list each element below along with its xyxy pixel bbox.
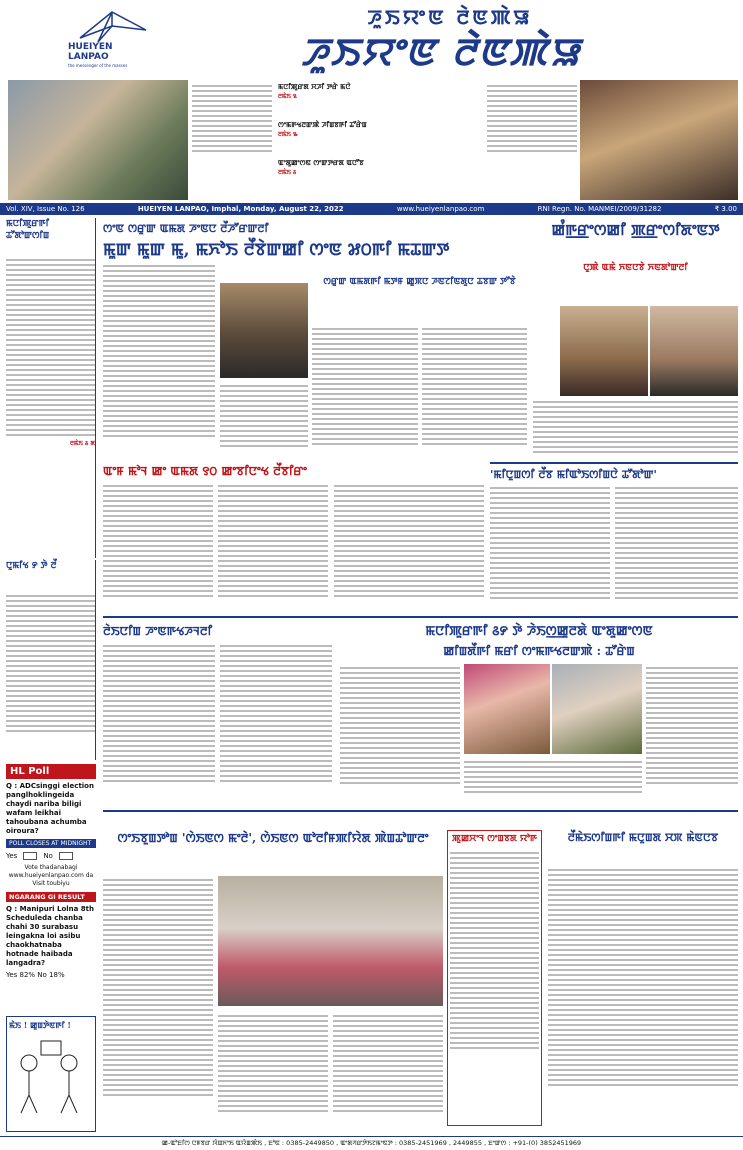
section-divider: [103, 616, 738, 618]
left2-column-2: [220, 642, 332, 802]
right-photo-1: [560, 306, 648, 396]
poll-vote-text: Vote thadanabagi www.hueiyenlanpao.com da Visit toubiyu: [8, 864, 94, 887]
lead-column-2: [220, 382, 308, 456]
lead-column-1: [103, 262, 215, 454]
bottom-center-headline[interactable]: ꯁꯦꯏꯕꯨꯡꯇꯣꯡ 'ꯁꯥꯏꯟꯁ ꯃꯦꯂꯥ', ꯁꯥꯏꯟꯁ ꯑꯣꯂꯤꯝꯄꯤꯌꯥꯗ ꯄꯥꯡꯊꯣꯛꯂꯦ: [117, 831, 429, 845]
lead-subhead: ꯁꯔꯨꯛ ꯑꯃꯗꯒꯤ ꯃꯇꯝ ꯀꯨꯞꯅ ꯍꯟꯖꯤꯟꯗꯨꯅ ꯊꯕꯛ ꯇꯧꯕꯥ: [323, 277, 516, 287]
rni-number: RNI Regn. No. MANMEI/2009/31282: [537, 205, 662, 213]
dateline: HUEIYEN LANPAO, Imphal, Monday, August 22, 2022: [137, 205, 344, 213]
teaser-3[interactable]: ꯑꯦꯗꯨꯀꯦꯁꯟ ꯁꯦꯛꯇꯔꯗ ꯑꯅꯧꯕ ꯂꯃꯥꯏ ꯴: [278, 158, 364, 176]
top-story-left: [192, 82, 272, 198]
poll-no-label: No: [43, 852, 53, 860]
ngarang-result: Yes 82% No 18%: [6, 971, 65, 979]
info-bar: [0, 203, 743, 215]
bottom-column-2: [218, 1012, 328, 1126]
poll-yes-label: Yes: [6, 852, 18, 860]
hl-poll: [6, 764, 96, 1014]
poll-no-checkbox[interactable]: [59, 852, 73, 860]
masthead-main-title: ꯍꯨꯏꯌꯦꯟ ꯂꯥꯟꯄꯥꯎ: [301, 29, 581, 74]
footer-bar: [0, 1136, 743, 1150]
bottom-photo: [218, 876, 443, 1006]
website-link[interactable]: www.hueiyenlanpao.com: [396, 205, 485, 213]
bottom-column-3: [333, 1012, 443, 1126]
feature-photo-2: [552, 664, 642, 754]
teaser-list: [278, 82, 483, 198]
teaser-2[interactable]: ꯁꯦꯃꯒꯠꯂꯛꯄꯥ ꯍꯤꯡꯕꯒꯤ ꯊꯧꯔꯥꯡ ꯂꯃꯥꯏ ꯳: [278, 120, 367, 138]
sidebar-story-2: [6, 560, 96, 760]
masthead-top-title: ꯍꯨꯏꯌꯦꯟ ꯂꯥꯟꯄꯥꯎ: [367, 5, 533, 29]
mid-headline[interactable]: ꯑꯦꯝ ꯃꯣꯜ ꯀꯦ ꯑꯃꯗ ꯱꯰ ꯀꯦꯕꯤꯅꯦꯠ ꯂꯩꯕꯤꯔꯦ: [103, 464, 307, 478]
feature-caption: [464, 758, 642, 804]
lead-column-3: [312, 325, 418, 457]
paper-crane-icon: [78, 8, 148, 44]
top-photo-left: [8, 80, 188, 200]
poll-yes-checkbox[interactable]: [23, 852, 37, 860]
right-photo-2: [650, 306, 738, 396]
top-photo-right: [580, 80, 738, 200]
poll-title: HL Poll: [6, 764, 96, 779]
mid-column-3: [334, 482, 484, 612]
sidebar-story-1-title: ꯃꯅꯤꯄꯨꯔꯒꯤ ꯊꯧꯗꯣꯛꯁꯤꯡ: [6, 219, 50, 241]
bottom-column-1: [103, 876, 213, 1126]
left2-headline[interactable]: ꯂꯥꯏꯅꯤꯡ ꯍꯦꯟꯒꯠꯍꯜꯂꯤ: [103, 624, 212, 638]
masthead: [0, 0, 743, 78]
teaser-1[interactable]: ꯃꯅꯤꯄꯨꯔꯗ ꯆꯍꯤ ꯇꯔꯥ ꯃꯅꯥ ꯂꯃꯥꯏ ꯲: [278, 82, 351, 100]
mid-column-2: [218, 482, 328, 612]
bottom-right-headline[interactable]: ꯂꯩꯃꯥꯏꯁꯤꯡꯒꯤ ꯃꯅꯨꯡꯗ ꯆꯞ ꯃꯥꯟꯅꯕ: [567, 831, 719, 844]
continued-link[interactable]: ꯂꯃꯥꯏ ꯴ ꯗ: [70, 440, 95, 447]
logo-tagline: the messenger of the masses: [68, 63, 128, 68]
feature-column-2: [646, 664, 738, 804]
poll-closes: POLL CLOSES AT MIDNIGHT: [6, 839, 96, 848]
sidebar-story-2-title: ꯅꯨꯃꯤꯠ ꯸ ꯇꯥ ꯂꯩ: [6, 561, 57, 571]
feature-subhead: ꯀꯤꯡꯗꯩꯒꯤ ꯃꯔꯤ ꯁꯦꯃꯒꯠꯂꯛꯄꯥ : ꯊꯧꯔꯥꯡ: [443, 644, 635, 658]
quote-column-2: [615, 484, 738, 614]
price: ₹ 3.00: [714, 205, 737, 213]
lead-headline[interactable]: ꯃꯨꯛ ꯃꯨꯛ ꯃꯨ, ꯃꯈꯣꯏ ꯂꯩꯕꯥꯛꯀꯤ ꯁꯦꯟ ꯷꯰ꯒꯤ ꯃꯊꯛꯇ: [103, 240, 450, 260]
footer-text: ꯀ-ꯑꯣꯐꯤꯁ ꯅꯝꯕꯔ ꯋꯥꯡꯈꯦꯏ ꯑꯌꯥꯡꯄꯥꯏ , ꯐꯣꯟ : 0385-2449850 , ꯑꯦꯗꯚꯔꯇꯥꯏꯖꯃꯦꯟꯇ : 0385-2451969 , 2449855 , ꯐꯦꯛꯁ : +91-(0) 3852451969: [161, 1139, 582, 1147]
cartoon-box: [6, 1016, 96, 1132]
quote-headline[interactable]: 'ꯃꯤꯅꯨꯡꯁꯤ ꯂꯩꯕ ꯃꯤꯑꯣꯏꯁꯤꯡꯅꯥ ꯊꯧꯗꯣꯛ': [490, 462, 738, 482]
logo-text: HUEIYEN LANPAO: [68, 42, 113, 62]
ngarang-question: Q : Manipuri Lolna 8th Scheduleda chanba chahi 30 surabasu leingakna loi asibu chaokhatnaba hotnade haibada langadra?: [6, 905, 94, 967]
ngarang-title: NGARANG GI RESULT: [6, 892, 96, 902]
sidebar-story-1: [6, 218, 96, 558]
bottom-right-red-headline[interactable]: ꯄꯨꯀꯆꯦꯜ ꯁꯦꯡꯕꯗ ꯌꯣꯒ: [452, 834, 537, 844]
feature-column-1: [340, 664, 460, 804]
lead-photo: [220, 283, 308, 378]
mid-column-1: [103, 482, 213, 612]
lead-column-4: [422, 325, 527, 457]
quote-column-1: [490, 484, 610, 614]
cartoon-title: ꯃꯥꯏ ! ꯀꯨꯡꯇꯥꯟꯒꯤ !: [9, 1020, 71, 1030]
left2-column-1: [103, 642, 215, 802]
top-story-right: [487, 82, 577, 198]
poll-question: Q : ADCsinggi election panglhoklingeida chaydi nariba biligi wafam leikhai tahoubana achumba oiroura?: [6, 782, 94, 835]
right-lead-text: [533, 398, 738, 458]
logo: [60, 8, 175, 68]
section-divider-2: [103, 810, 738, 812]
right-subhead: ꯅꯨꯄꯥ ꯑꯃꯥ ꯈꯟꯅꯕꯥ ꯈꯟꯗꯣꯛꯂꯤ: [583, 263, 688, 273]
right-headline[interactable]: ꯀꯪꯒ꯭ꯔꯦꯁꯀꯤ ꯄ꯭ꯔꯦꯁꯤꯗꯦꯟꯇ: [551, 221, 720, 239]
feature-photo-1: [464, 664, 550, 754]
volume-issue: Vol. XIV, Issue No. 126: [6, 205, 85, 213]
bottom-right-column: [548, 866, 738, 1126]
cartoon-illustration-icon: [7, 1033, 93, 1121]
bottom-right-box: [447, 830, 542, 1126]
lead-kicker: ꯁꯦꯟ ꯁꯔꯨꯛ ꯑꯃꯗ ꯍꯦꯟꯅ ꯂꯩꯍꯧꯔꯛꯂꯤ: [103, 222, 269, 235]
feature-headline[interactable]: ꯃꯅꯤꯄꯨꯔꯒꯤ ꯴꯸ ꯇꯥ ꯍꯥꯏꯁ꯭ꯀꯨꯂꯗꯥ ꯑꯦꯗꯨꯀꯦꯁꯟ: [425, 624, 653, 639]
